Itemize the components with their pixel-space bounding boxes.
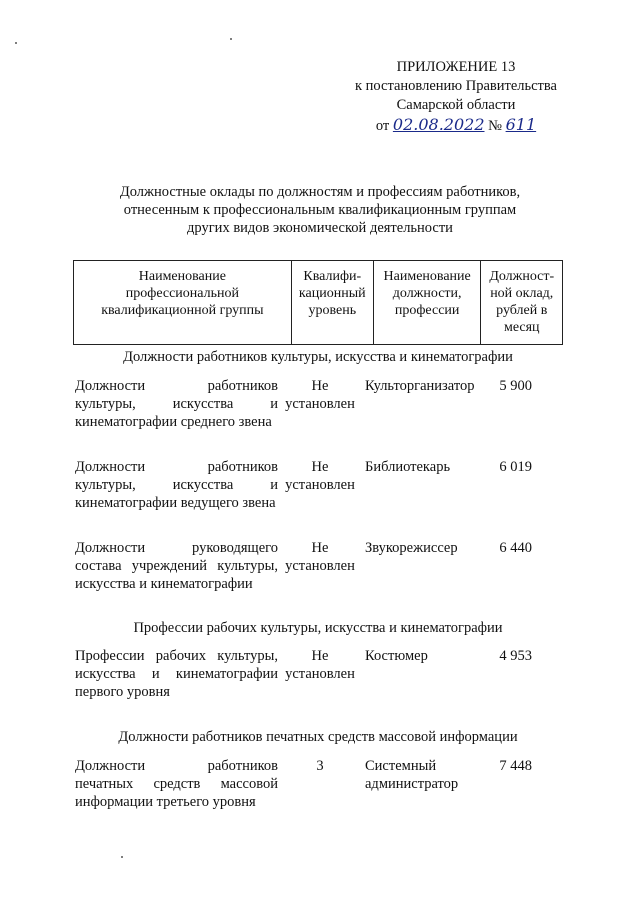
table-header <box>73 260 563 345</box>
row-salary: 7 448 <box>499 758 532 774</box>
row-level: Не установлен <box>285 459 355 493</box>
row-group: Профессии рабочих культуры, искусства и кинематографии первого уровня <box>75 648 278 700</box>
row-position: Звукорежиссер <box>365 540 458 556</box>
section-title: Должности работников печатных средств массовой информации <box>118 729 518 745</box>
date-prefix: от <box>375 118 390 134</box>
row-group: Должности работников культуры, искусства и кинематографии ведущего звена <box>75 459 278 511</box>
row-level: Не установлен <box>285 648 355 682</box>
row-group: Должности работников печатных средств массовой информации третьего уровня <box>75 758 278 810</box>
row-salary: 5 900 <box>499 378 532 394</box>
row-salary: 4 953 <box>499 648 532 664</box>
appendix-dateline <box>355 115 557 136</box>
appendix-decree: к постановлению Правительства <box>355 78 557 94</box>
row-level: 3 <box>316 758 324 774</box>
row-position: Системный администратор <box>365 758 459 792</box>
section-title: Профессии рабочих культуры, искусства и кинематографии <box>133 620 503 636</box>
scan-speck <box>230 38 232 40</box>
title-line-1: Должностные оклады по должностям и профессиям работников, <box>119 184 521 200</box>
row-salary: 6 019 <box>499 459 532 475</box>
row-position: Библиотекарь <box>365 459 451 475</box>
scan-speck <box>121 856 123 858</box>
header-salary: Должност-ной оклад, рублей в месяц <box>481 261 563 345</box>
row-position: Культорганизатор <box>365 378 475 394</box>
title-line-3: других видов экономической деятельности <box>187 220 453 236</box>
header-group: Наименование профессиональной квалификационной группы <box>74 261 292 345</box>
number-prefix: № <box>488 118 502 134</box>
section-title: Должности работников культуры, искусства и кинематографии <box>123 349 513 365</box>
row-level: Не установлен <box>285 378 355 412</box>
row-group: Должности работников культуры, искусства и кинематографии среднего звена <box>75 378 278 430</box>
header-row <box>74 261 563 345</box>
handwritten-number: 611 <box>505 115 537 134</box>
header-level: Квалифи-кационный уровень <box>291 261 373 345</box>
handwritten-date: 02.08.2022 <box>392 115 485 134</box>
appendix-title: ПРИЛОЖЕНИЕ 13 <box>396 59 516 75</box>
row-salary: 6 440 <box>499 540 532 556</box>
document-title <box>70 183 570 237</box>
title-line-2: отнесенным к профессиональным квалификационным группам <box>123 202 517 218</box>
appendix-region: Самарской области <box>396 97 516 113</box>
row-group: Должности руководящего состава учреждений культуры, искусства и кинематографии <box>75 540 278 592</box>
row-position: Костюмер <box>365 648 428 664</box>
header-position: Наименование должности, профессии <box>373 261 481 345</box>
scan-speck <box>15 42 17 44</box>
row-level: Не установлен <box>285 540 355 574</box>
appendix-block <box>355 58 557 136</box>
